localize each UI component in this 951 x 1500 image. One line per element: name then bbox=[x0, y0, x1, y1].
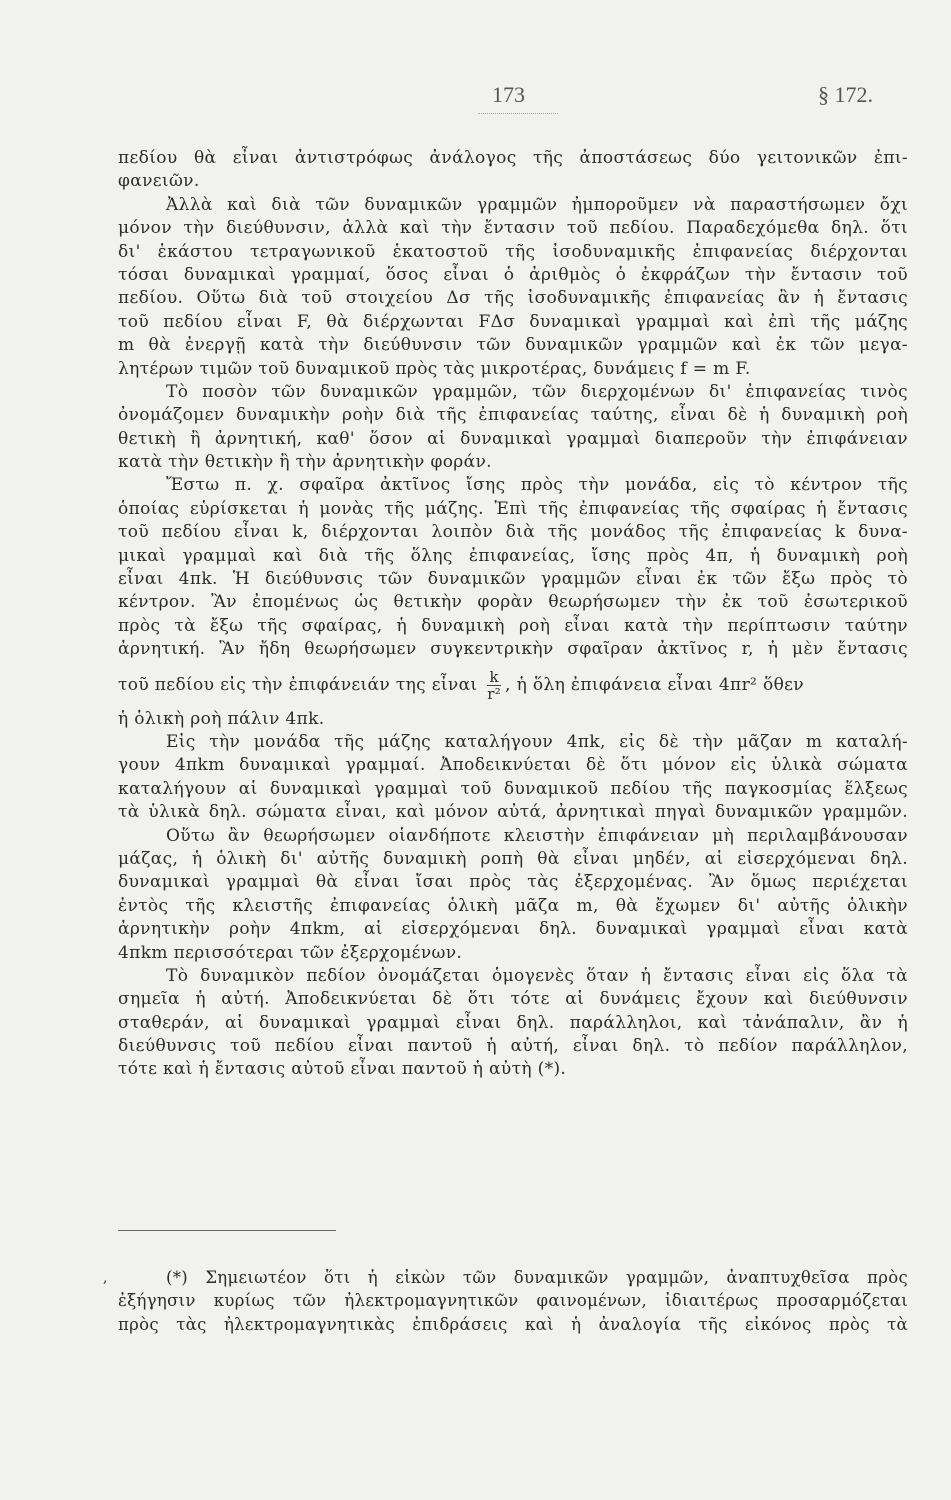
text-line: ἐντὸς τῆς κλειστῆς ἐπιφανείας ὁλικὴ μᾶζα m, θὰ ἔχωμεν δι' αὐτῆς ὁλικὴν bbox=[118, 895, 908, 916]
text-line: λητέρων τιμῶν τοῦ δυναμικοῦ πρὸς τὰς μικροτέρας, δυνάμεις f = m F. bbox=[118, 358, 751, 379]
main-text bbox=[118, 147, 908, 1082]
text-line: τοῦ πεδίου εἶναι k, διέρχονται λοιπὸν διὰ τῆς μονάδος τῆς ἐπιφανείας k δυνα- bbox=[118, 522, 908, 543]
text-line: σταθεράν, αἱ δυναμικαὶ γραμμαὶ εἶναι δηλ. παράλληλοι, καὶ τἀνάπαλιν, ἂν ἡ bbox=[118, 1012, 908, 1033]
text-line: φανειῶν. bbox=[118, 171, 200, 192]
text-line: πεδίου. Οὕτω διὰ τοῦ στοιχείου Δσ τῆς ἰσοδυναμικῆς ἐπιφανείας ἂν ἡ ἔντασις bbox=[118, 288, 908, 309]
section-number: § 172. bbox=[818, 82, 873, 107]
formula-text-before: τοῦ πεδίου εἰς τὴν ἐπιφάνειάν της εἶναι bbox=[118, 674, 478, 695]
fraction-denominator: r² bbox=[487, 684, 502, 703]
formula-text-after: , ἡ ὅλη ἐπιφάνεια εἶναι 4πr² ὅθεν bbox=[505, 674, 804, 695]
text-line: Τὸ ποσὸν τῶν δυναμικῶν γραμμῶν, τῶν διερχομένων δι' ἐπιφανείας τινὸς bbox=[166, 381, 908, 402]
text-line: Ἔστω π. χ. σφαῖρα ἀκτῖνος ἴσης πρὸς τὴν μονάδα, εἰς τὸ κέντρον τῆς bbox=[166, 475, 908, 496]
text-line: τόσαι δυναμικαὶ γραμμαί, ὅσος εἶναι ὁ ἀριθμὸς ὁ ἐκφράζων τὴν ἔντασιν τοῦ bbox=[118, 264, 908, 285]
footnote-divider bbox=[118, 1230, 336, 1231]
footnote-line: πρὸς τὰς ἠλεκτρομαγνητικὰς ἐπιδράσεις καὶ ἡ ἀναλογία τῆς εἰκόνος πρὸς τὰ bbox=[118, 1314, 908, 1334]
text-line: ἡ ὁλικὴ ροὴ πάλιν 4πk. bbox=[118, 708, 325, 729]
text-line: τοῦ πεδίου εἶναι F, θὰ διέρχωνται FΔσ δυναμικαὶ γραμμαὶ καὶ ἐπὶ τῆς μάζης bbox=[118, 311, 908, 332]
text-line: μικαὶ γραμμαὶ καὶ διὰ τῆς ὅλης ἐπιφανείας, ἴσης πρὸς 4π, ἡ δυναμικὴ ροὴ bbox=[118, 545, 908, 566]
fraction bbox=[487, 669, 501, 702]
text-line: δυναμικαὶ γραμμαὶ θὰ εἶναι ἴσαι πρὸς τὰς ἐξερχομένας. Ἂν ὅμως περιέχεται bbox=[118, 872, 908, 893]
footnote-margin-mark: , bbox=[103, 1270, 108, 1286]
text-line: ἀρνητικὴν ροὴν 4πkm, αἱ εἰσερχόμεναι δηλ. δυναμικαὶ γραμμαὶ εἶναι κατὰ bbox=[118, 919, 908, 940]
text-line: καταλήγουν αἱ δυναμικαὶ γραμμαὶ τοῦ δυναμικοῦ πεδίου τῆς παγκοσμίας ἕλξεως bbox=[118, 778, 908, 799]
text-line: Ἀλλὰ καὶ διὰ τῶν δυναμικῶν γραμμῶν ἠμποροῦμεν νὰ παραστήσωμεν ὄχι bbox=[166, 194, 908, 215]
text-line: τὰ ὑλικὰ δηλ. σώματα εἶναι, καὶ μόνον αὐτά, ἀρνητικαὶ πηγαὶ δυναμικῶν γραμμῶν. bbox=[118, 802, 908, 823]
text-line: 4πkm περισσότεραι τῶν ἐξερχομένων. bbox=[118, 942, 463, 963]
text-line: θετικὴ ἢ ἀρνητική, καθ' ὅσον αἱ δυναμικαὶ γραμμαὶ διαπεροῦν τὴν ἐπιφάνειαν bbox=[118, 428, 908, 449]
text-line: δι' ἑκάστου τετραγωνικοῦ ἑκατοστοῦ τῆς ἰσοδυναμικῆς ἐπιφανείας διέρχονται bbox=[118, 241, 908, 262]
footnote-line: (*) Σημειωτέον ὅτι ἡ εἰκὼν τῶν δυναμικῶν γραμμῶν, ἀναπτυχθεῖσα πρὸς bbox=[166, 1268, 908, 1287]
text-line: κέντρον. Ἂν ἐπομένως ὡς θετικὴν φορὰν θεωρήσωμεν τὴν ἐκ τοῦ ἐσωτερικοῦ bbox=[118, 592, 908, 613]
page-number-underline bbox=[478, 113, 558, 114]
text-line: Τὸ δυναμικὸν πεδίον ὀνομάζεται ὁμογενὲς ὅταν ἡ ἔντασις εἶναι εἰς ὅλα τὰ bbox=[166, 965, 908, 986]
formula-line bbox=[118, 662, 908, 708]
footnote bbox=[118, 1266, 908, 1336]
text-line: μόνον τὴν διεύθυνσιν, ἀλλὰ καὶ τὴν ἔντασιν τοῦ πεδίου. Παραδεχόμεθα δηλ. ὅτι bbox=[118, 218, 908, 239]
text-line: τότε καὶ ἡ ἔντασις αὐτοῦ εἶναι παντοῦ ἡ αὐτὴ (*). bbox=[118, 1059, 567, 1080]
text-line: γουν 4πkm δυναμικαὶ γραμμαί. Ἀποδεικνύεται δὲ ὅτι μόνον εἰς ὑλικὰ σώματα bbox=[118, 755, 908, 776]
text-line: ὀνομάζομεν δυναμικὴν ροὴν διὰ τῆς ἐπιφανείας ταύτης, εἶναι δὲ ἡ δυναμικὴ ροὴ bbox=[118, 405, 908, 426]
text-line: σημεῖα ἡ αὐτή. Ἀποδεικνύεται δὲ ὅτι τότε αἱ δυνάμεις ἔχουν καὶ διεύθυνσιν bbox=[118, 989, 908, 1010]
text-line: πρὸς τὰ ἔξω τῆς σφαίρας, ἡ δυναμικὴ ροὴ εἶναι κατὰ τὴν περίπτωσιν ταύτην bbox=[118, 615, 908, 636]
text-line: εἶναι 4πk. Ἡ διεύθυνσις τῶν δυναμικῶν γραμμῶν εἶναι ἐκ τῶν ἔξω πρὸς τὸ bbox=[118, 569, 908, 590]
page-header bbox=[0, 80, 951, 110]
text-line: Οὕτω ἂν θεωρήσωμεν οἱανδήποτε κλειστὴν ἐπιφάνειαν μὴ περιλαμβάνουσαν bbox=[166, 825, 908, 846]
text-line: Εἰς τὴν μονάδα τῆς μάζης καταλήγουν 4πk, εἰς δὲ τὴν μᾶζαν m καταλή- bbox=[166, 731, 908, 752]
text-line: μάζας, ἡ ὁλικὴ δι' αὐτῆς δυναμικὴ ροπὴ θὰ εἶναι μηδέν, αἱ εἰσερχόμεναι δηλ. bbox=[118, 848, 908, 869]
page-number: 173 bbox=[492, 82, 525, 107]
text-line: m θὰ ἐνεργῇ κατὰ τὴν διεύθυνσιν τῶν δυναμικῶν γραμμῶν καὶ ἐκ τῶν μεγα- bbox=[118, 335, 908, 356]
text-line: πεδίου θὰ εἶναι ἀντιστρόφως ἀνάλογος τῆς ἀποστάσεως δύο γειτονικῶν ἐπι- bbox=[118, 148, 908, 168]
fraction-numerator: k bbox=[487, 669, 501, 686]
text-line: ὁποίας εὑρίσκεται ἡ μονὰς τῆς μάζης. Ἐπὶ τῆς ἐπιφανείας τῆς σφαίρας ἡ ἔντασις bbox=[118, 498, 908, 519]
text-line: κατὰ τὴν θετικὴν ἢ τὴν ἀρνητικὴν φοράν. bbox=[118, 452, 492, 473]
text-line: διεύθυνσις τοῦ πεδίου εἶναι παντοῦ ἡ αὐτή, εἶναι δηλ. τὸ πεδίον παράλληλον, bbox=[118, 1036, 908, 1057]
text-line: ἀρνητική. Ἂν ἤδη θεωρήσωμεν συγκεντρικὴν σφαῖραν ἀκτῖνος r, ἡ μὲν ἔντασις bbox=[118, 639, 908, 660]
footnote-line: ἐξήγησιν κυρίως τῶν ἠλεκτρομαγνητικῶν φαινομένων, ἰδιαιτέρως προσαρμόζεται bbox=[118, 1291, 908, 1311]
